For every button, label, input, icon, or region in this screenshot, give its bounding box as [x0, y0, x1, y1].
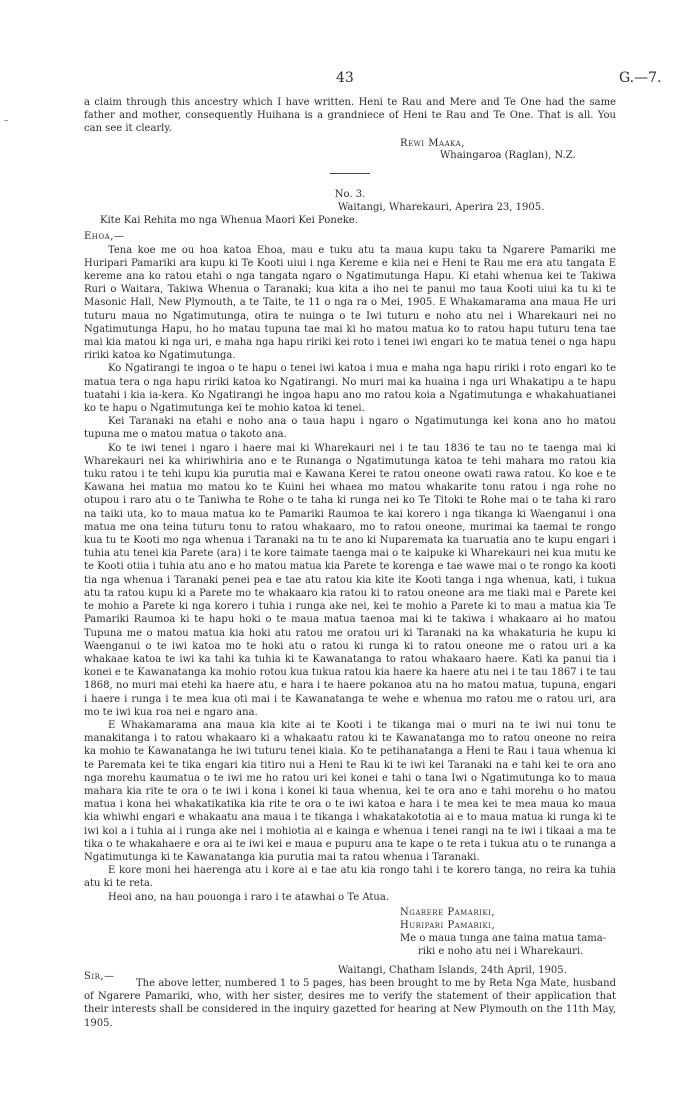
- letter-paragraph: E kore moni hei haerenga atu i kore ai e tae atu kia rongo tahi i te korero tanga, no reira ka tuhia atu ki te reta.: [84, 865, 616, 890]
- sir-letter-paragraph: The above letter, numbered 1 to 5 pages, has been brought to me by Reta Nga Mate, husband of Ngarere Pamariki, who, with her sister, desires me to verify the statement of their application that their interests shall be considered in the inquiry gazetted for hearing at New Plymouth on the 11th May, 1905.: [84, 977, 616, 1029]
- margin-mark: –: [4, 116, 9, 126]
- letter-number: No. 3.: [334, 188, 366, 200]
- letter-paragraph: Ko te iwi tenei i ngaro i haere mai ki Wharekauri nei i te tau 1836 te tau no te taenga mai ki Wharekauri nei ka whiriwhiria ano e te Runanga o Ngatimutunga katoa te tehi mahara mo ratou kia tuku ratou i te tehi kupu kia purutia mai e Kawana Kerei te ratou oneone owati rawa ratou. Ko koe e te Kawana hei matua mo matou ko te Kuini hei whaea mo matou whakarite tonu ratou i nga rohe no otupou i raro atu o te Taniwha te Rohe o te taha ki runga nei ko Te Titoki te Rohe mai o te taha ki raro na taiki uta, ko to maua matua ko te Pamariki Raumoa te kai korero i nga tikanga ki Waenganui i ona matua me ona teina tuturu tonu to ratou whakaaro, mo to ratou oneone, murimai ka taemai te rongo kua tu te Kooti mo nga whenua i Taranaki na tu te ano ki Nuparemata ka tuaruatia ano te kupu engari i tuhia atu tenei kia Parete (ara) i te kore taimate taenga mai o te kaipuke ki Wharekauri nei kua mutu ke te Kooti otiia i tuhia atu ano e ho matou matua kia Parete te korenga e tae wawe mai o te rongo ka kooti tia nga whenua i Taranaki penei pea e tae atu ratou kia kite ite Kooti tanga i nga whenua, kati, i tukua atu ta ratou kupu ki a Parete mo te whakaaro kia ratou ki to ratou oneone ara me tiaki mai e Parete kei te mohio a Parete ki nga korero i tuhia i runga ake nei, kei te mohio a Parete ki to mau a matua kia Te Pamariki Raumoa ki te hapu hoki o te maua matua taenoa mai ki te takiwa i whakaaro ai ho matou Tupuna me o matou matua kia hoki atu ratou me oratou uri ki Taranaki na ka whakaturia he kupu ki Waenganui o te iwi katoa mo te hoki atu o ratou ki runga ki to ratou oneone me o ratou uri a ka whakaae katoa te iwi ka tahi ka tuhia ki te Kawanatanga to ratou whakaaro haere. Kati ka panui tia i konei e te Kawanatanga ka mohio rotou kua tukua ratou kia haere ka haere atu nei i te tau 1867 i te tau 1868, no muri mai etehi ka haere atu, e hara i te haere pokanoa atu na ho matou matua, tupuna, engari i haere i runga i te mea kua oti mai i te Kawanatanga te wehe e whenua mo ratou me o ratou uri, ara mo te iwi kua roa nei e ngaro ana.: [84, 442, 616, 718]
- sheet-code: G.—7.: [619, 70, 662, 86]
- letter-salutation: Ehoa,—: [84, 231, 125, 243]
- opening-paragraph: a claim through this ancestry which I have written. Heni te Rau and Mere and Te One had the same father and mother, consequently Huihana is a grandniece of Heni te Rau and Te One. That is all. You can see it clearly.: [84, 97, 616, 135]
- opening-signature: [400, 138, 616, 163]
- section-divider: [330, 173, 370, 174]
- letter-addressee: Kite Kai Rehita mo nga Whenua Maori Kei Poneke.: [100, 215, 358, 227]
- signatory-family-line-1: Me o maua tunga ane taina matua tama-: [400, 932, 607, 944]
- letter-paragraph: E Whakamarama ana maua kia kite ai te Kooti i te tikanga mai o muri na te iwi nui tonu te manakitanga i to ratou whakaaro ki a whakaatu ratou ki te Kawanatanga mo to ratou oneone no reira ka mohio te Kawanatanga he iwi tuturu tenei kiaia. Ko te petihanatanga a Heni te Rau i taua whenua ki te Paremata kei te tika engari kia titiro nui a Heni te Rau ki te iwi kei Taranaki na e tahi kei te ora ano nga morehu kaumatua o te iwi me ho ratou uri kei konei e tahi o tana Iwi o Ngatimutunga ko to maua mahara kia rite te ora o te iwi i kona i konei ki taua whenua, kei te ora ano e tahi morehu o ho matou matua i kona hei whakatikatika kia rite te ora o te iwi katoa e hara i te mea kei te mea maua ko maua kia whiwhi engari e whakaatu ana maua i te tikanga i whakatakototia ai e to maua matua ki runga ki te iwi koi a i tuhia ai i runga ake nei i mohiotia ai e kainga e whenua i tenei rangi na te iwi i tikaai a ma te tika o te whakahaere e ora ai te iwi kei e maua e pupuru ana te kape o te reta i tukua atu o te runanga a Ngatimutunga ki te Kawanatanga kia purutia mai ta ratou whenua i Taranaki.: [84, 719, 616, 863]
- page-header: [0, 70, 700, 92]
- opening-signatory-name: Rewi Maaka,: [400, 137, 465, 149]
- letter-paragraph: Ko Ngatirangi te ingoa o te hapu o tenei iwi katoa i mua e maha nga hapu ririki i roto engari ko te matua tera o nga hapu ririki katoa ko Ngatirangi. No muri mai ka huaina i nga uri Whakatipu a te hapu tuatahi i kia ia-kera. Ko Ngatirangi he ingoa hapu ano mo ratou koia a Ngatimutunga e whakahuatianei ko te hapu o Ngatimutunga kei te mohio katoa ki tenei.: [84, 363, 616, 415]
- sir-letter-header: [84, 964, 616, 982]
- signatory-family-line-2: riki e noho atu nei i Wharekauri.: [418, 945, 584, 957]
- letter-paragraph: Kei Taranaki na etahi e noho ana o taua hapu i ngaro o Ngatimutunga kei kona ano ho matou tupuna me o matou matua o takoto ana.: [84, 416, 616, 441]
- letter-paragraph: Heoi ano, na hau pouonga i raro i te atawhai o Te Atua.: [108, 891, 389, 903]
- letter-dateline: Waitangi, Wharekauri, Aperira 23, 1905.: [338, 202, 545, 213]
- letter-paragraph: Tena koe me ou hoa katoa Ehoa, mau e tuku atu ta maua kupu taku ta Ngarere Pamariki me Huripari Pamariki ara kupu ki Te Kooti uiui i nga Kereme e kiia nei e Heni te Rau me era atu tangata E kereme ana ko ratou etahi o nga tangata ngaro o Ngatimutunga Hapu. Ki etahi whenua kei te Takiwa Ruri o Waitara, Takiwa Whenua o Taranaki; kua kita a iho nei te panui mo taua Kooti uiui ka tu ki te Masonic Hall, New Plymouth, a te Taite, te 11 o nga ra o Mei, 1905. E Whakamarama ana maua He uri tuturu maua no Ngatimutunga, otira te nuinga o te Iwi tuturu e noho atu nei i Wharekauri nei no Ngatimutunga Hapu, ho ho matau tupuna tae mai ki ho matou matua ko to ratou hapu tuturu tena tae mai kia matou ki nga uri, e maha nga hapu ririki kei roto i tenei iwi engari ko te matua tenei o nga hapu ririki katoa ko Ngatimutunga.: [84, 244, 616, 362]
- sir-letter-dateline: Waitangi, Chatham Islands, 24th April, 1905.: [338, 964, 567, 976]
- page-number: 43: [336, 70, 354, 86]
- signatory-ngarere: Ngarere Pamariki,: [400, 906, 496, 918]
- letter-signatures: [400, 906, 616, 958]
- opening-signatory-place: Whaingaroa (Raglan), N.Z.: [440, 150, 576, 162]
- sir-letter-salutation: Sir,—: [84, 970, 115, 982]
- document-body: [84, 96, 616, 1030]
- signatory-huripari: Huripari Pamariki,: [400, 919, 496, 931]
